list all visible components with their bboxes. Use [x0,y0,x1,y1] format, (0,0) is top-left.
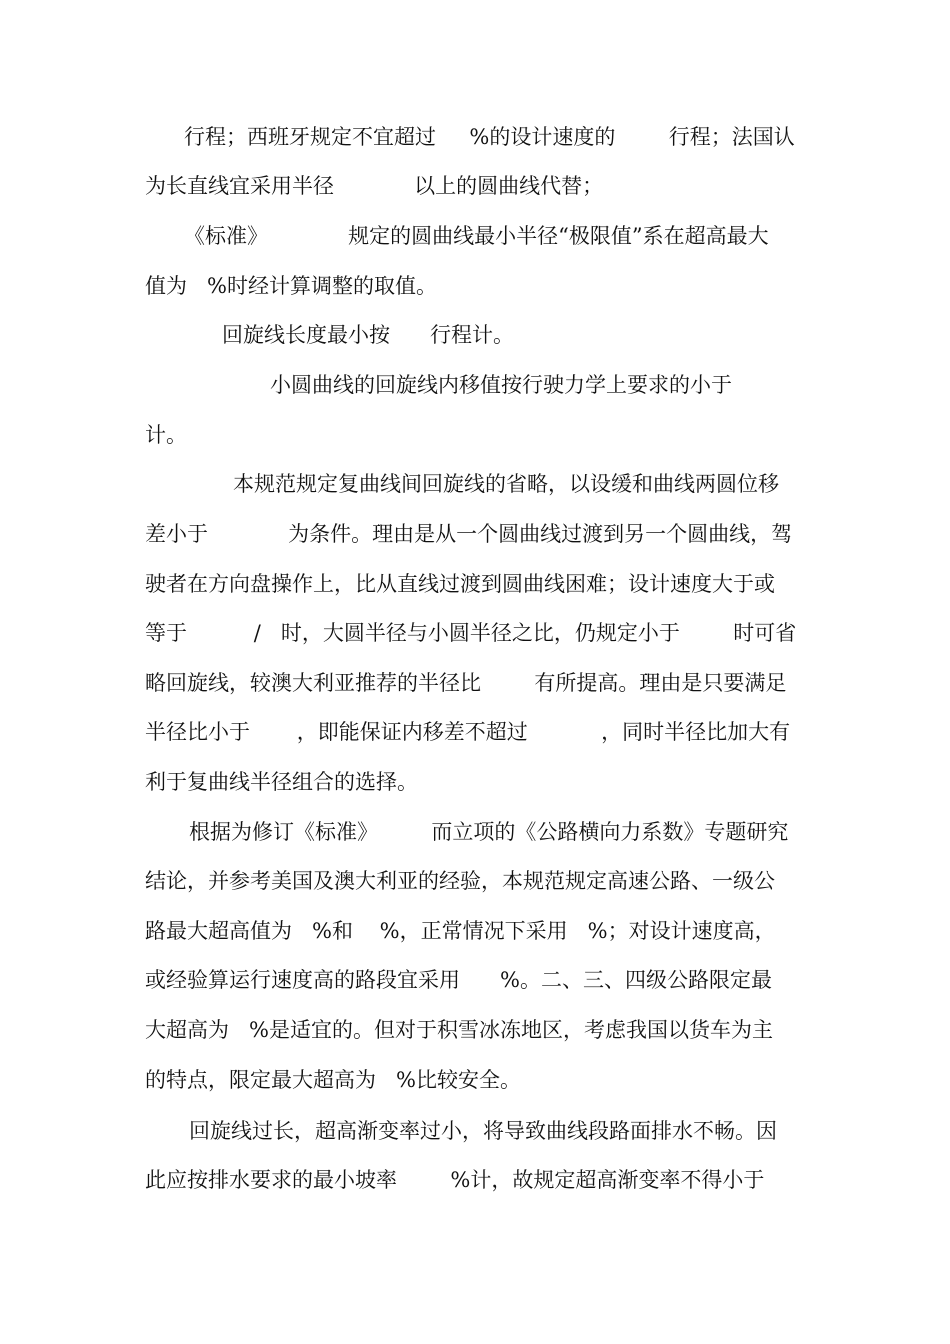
text-line: 《标准》 规定的圆曲线最小半径“极限值”系在超高最大 [184,224,769,248]
text-line: 等于 / 时，大圆半径与小圆半径之比，仍规定小于 时可省 [145,621,797,645]
text-line: 回旋线过长，超高渐变率过小，将导致曲线段路面排水不畅。因 [189,1119,777,1143]
text-line: 半径比小于 ，即能保证内移差不超过 ，同时半径比加大有 [145,720,791,744]
text-line: 本规范规定复曲线间回旋线的省略，以设缓和曲线两圆位移 [233,472,779,496]
text-line: 驶者在方向盘操作上，比从直线过渡到圆曲线困难；设计速度大于或 [145,572,775,596]
text-line: 回旋线长度最小按 行程计。 [222,323,515,347]
text-line: 差小于 为条件。理由是从一个圆曲线过渡到另一个圆曲线，驾 [145,522,793,546]
text-line: 为长直线宜采用半径 以上的圆曲线代替； [145,174,604,198]
text-line: 结论，并参考美国及澳大利亚的经验，本规范规定高速公路、一级公 [145,869,775,893]
text-line: 大超高为 %是适宜的。但对于积雪冰冻地区，考虑我国以货车为主 [145,1018,773,1042]
text-line: 根据为修订《标准》 而立项的《公路横向力系数》专题研究 [189,820,789,844]
text-line: 的特点，限定最大超高为 %比较安全。 [145,1068,521,1092]
text-line: 行程；西班牙规定不宜超过 %的设计速度的 行程；法国认 [184,125,795,149]
text-line: 略回旋线，较澳大利亚推荐的半径比 有所提高。理由是只要满足 [145,671,787,695]
text-line: 利于复曲线半径组合的选择。 [145,770,418,794]
text-line: 小圆曲线的回旋线内移值按行驶力学上要求的小于 [270,373,732,397]
text-line: 此应按排水要求的最小坡率 %计，故规定超高渐变率不得小于 [145,1168,765,1192]
text-line: 值为 %时经计算调整的取值。 [145,274,437,298]
text-line: 计。 [145,423,187,447]
text-line: 路最大超高值为 %和 %，正常情况下采用 %；对设计速度高， [145,919,776,943]
text-line: 或经验算运行速度高的路段宜采用 %。二、三、四级公路限定最 [145,968,773,992]
